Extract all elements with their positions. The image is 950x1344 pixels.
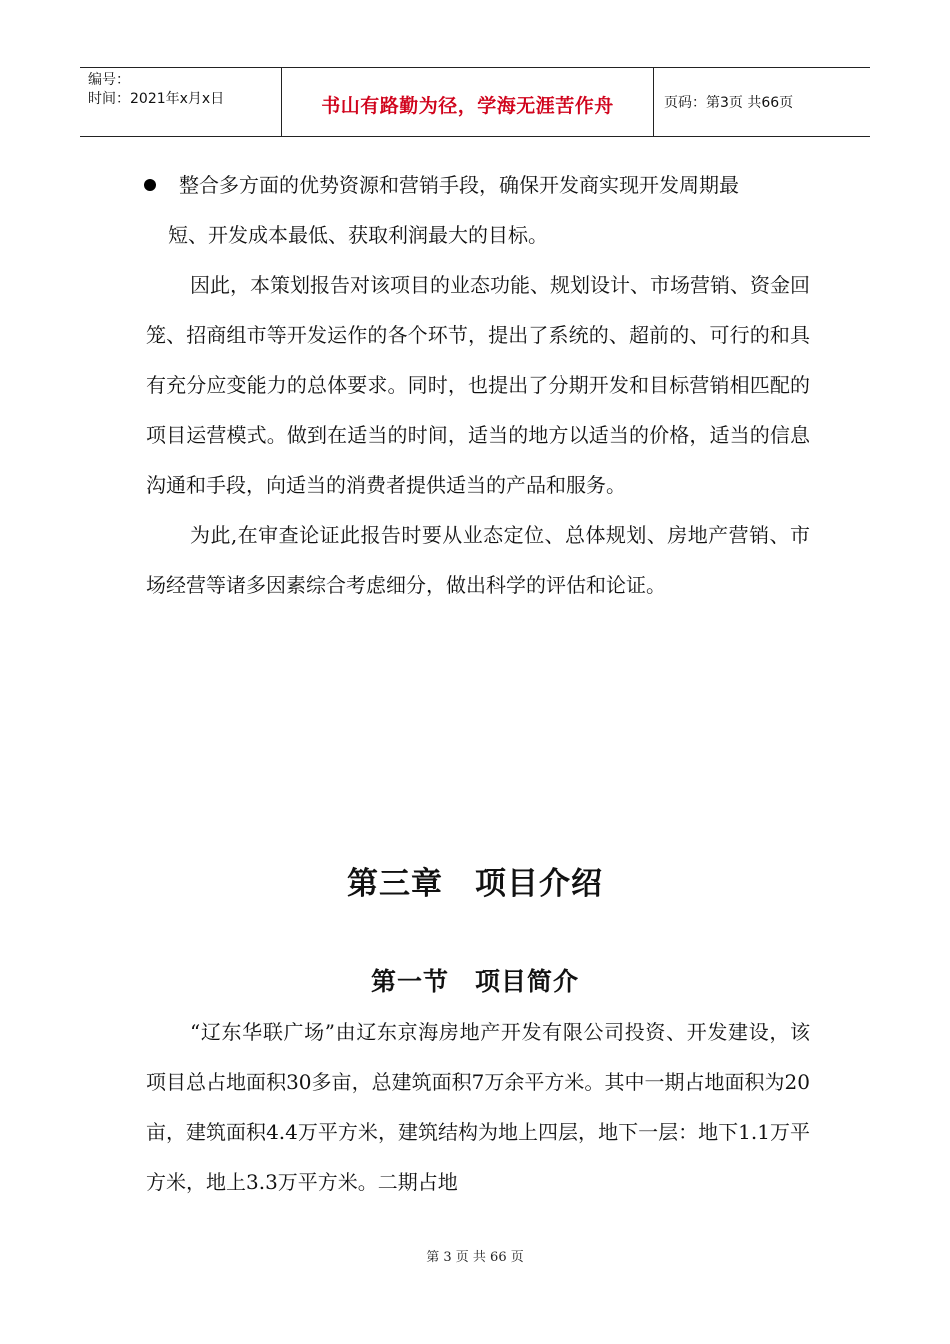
section-title: 第一节 项目简介 <box>370 967 579 996</box>
document-date: 时间：2021年x月x日 <box>88 91 225 107</box>
header-page-info: 页码：第3页 共66页 <box>664 95 794 111</box>
header-motto-cell <box>282 68 654 136</box>
header-motto: 书山有路勤为径，学海无涯苦作舟 <box>321 94 614 117</box>
header-meta <box>80 68 282 136</box>
paragraph-review: 为此,在审查论证此报告时要从业态定位、总体规划、房地产营销、市场经营等诸多因素综合考虑细分，做出科学的评估和论证。 <box>146 523 810 597</box>
chapter-title: 第三章 项目介绍 <box>347 866 603 902</box>
document-number: 编号： <box>88 72 130 88</box>
section-content <box>146 1007 810 1207</box>
bullet-text-line2: 短、开发成本最低、获取利润最大的目标。 <box>168 223 548 247</box>
bullet-text-line1: 整合多方面的优势资源和营销手段，确保开发商实现开发周期最 <box>179 173 739 197</box>
page-header <box>80 67 870 137</box>
body-content <box>146 160 810 610</box>
page-footer: 第 3 页 共 66 页 <box>426 1250 524 1265</box>
bullet-dot-icon <box>144 179 156 191</box>
paragraph-summary: 因此，本策划报告对该项目的业态功能、规划设计、市场营销、资金回笼、招商组市等开发运作的各个环节，提出了系统的、超前的、可行的和具有充分应变能力的总体要求。同时，也提出了分期开发和目标营销相匹配的项目运营模式。做到在适当的时间，适当的地方以适当的价格，适当的信息沟通和手段，向适当的消费者提供适当的产品和服务。 <box>146 273 810 497</box>
paragraph-project-intro: “辽东华联广场”由辽东京海房地产开发有限公司投资、开发建设，该项目总占地面积30多亩，总建筑面积7万余平方米。其中一期占地面积为20亩，建筑面积4.4万平方米，建筑结构为地上四层，地下一层：地下1.1万平方米，地上3.3万平方米。二期占地 <box>146 1020 810 1194</box>
bullet-item <box>146 160 810 210</box>
